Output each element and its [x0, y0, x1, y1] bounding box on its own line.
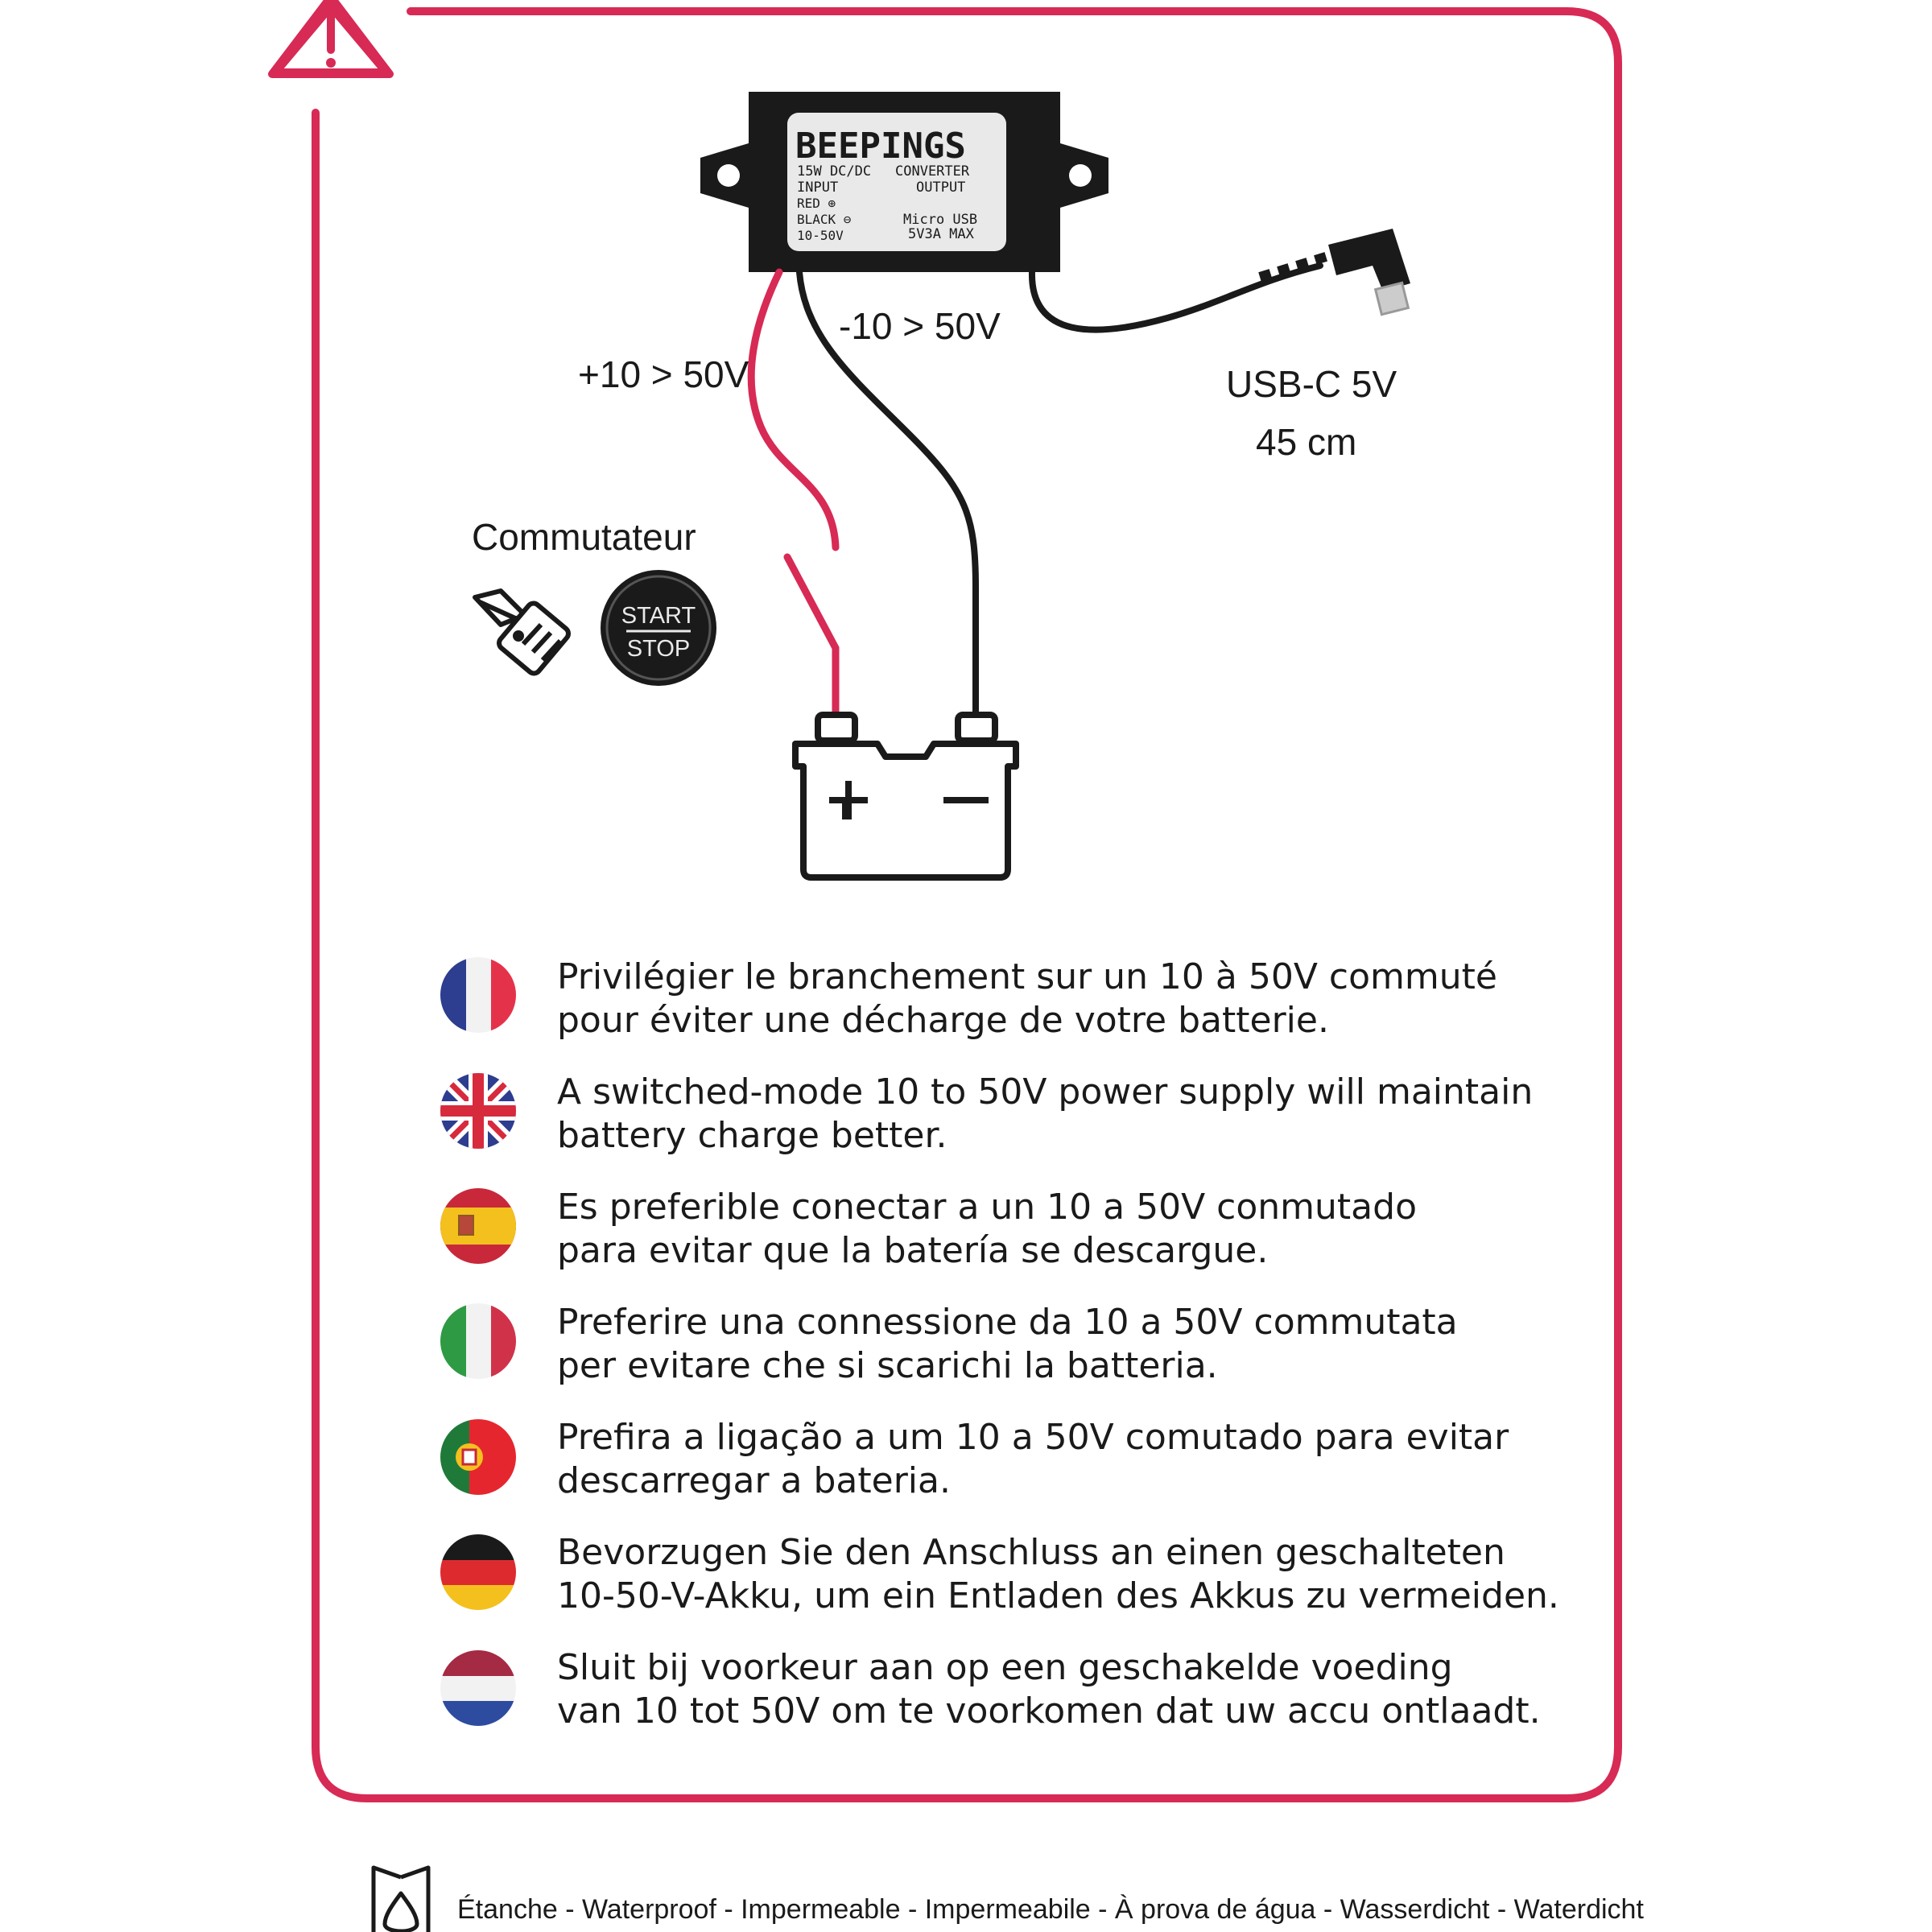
battery-icon — [795, 715, 1016, 877]
output-rating-label: 5V3A MAX — [908, 226, 974, 242]
france-flag-icon — [440, 957, 516, 1033]
spec-power: 15W DC/DC — [797, 163, 872, 180]
key-icon — [475, 591, 571, 676]
portugal-flag-icon — [440, 1419, 516, 1495]
usb-connector-icon — [1260, 229, 1410, 315]
uk-flag-icon — [440, 1073, 516, 1149]
usb-length-label: 45 cm — [1256, 421, 1357, 463]
message-line: Es preferible conectar a un 10 a 50V conmutado — [557, 1187, 1417, 1228]
message-line: per evitare che si scarichi la batteria. — [557, 1345, 1218, 1386]
message-de — [557, 1531, 1559, 1618]
start-label: START — [621, 603, 696, 629]
message-en — [557, 1071, 1533, 1158]
positive-voltage-label: +10 > 50V — [578, 353, 749, 395]
negative-voltage-label: -10 > 50V — [839, 305, 1001, 347]
waterproof-footer: Étanche - Waterproof - Impermeable - Impermeabile - À prova de água - Wasserdicht - Waterdicht — [457, 1894, 1644, 1925]
black-wire-label: BLACK ⊖ — [797, 212, 852, 227]
message-line: pour éviter une décharge de votre batterie. — [557, 1000, 1329, 1041]
message-line: van 10 tot 50V om te voorkomen dat uw accu ontlaadt. — [557, 1690, 1541, 1732]
message-line: para evitar que la batería se descargue. — [557, 1230, 1269, 1271]
message-line: 10-50-V-Akku, um ein Entladen des Akkus zu vermeiden. — [557, 1575, 1559, 1616]
red-wire-label: RED ⊕ — [797, 196, 836, 211]
waterproof-shield-icon — [374, 1868, 428, 1932]
message-line: A switched-mode 10 to 50V power supply will maintain — [557, 1071, 1534, 1113]
output-type-label: Micro USB — [903, 212, 978, 228]
spain-flag-icon — [440, 1188, 516, 1264]
message-pt — [557, 1416, 1509, 1503]
output-label: OUTPUT — [916, 180, 966, 196]
warning-icon — [272, 0, 390, 74]
converter-box — [700, 92, 1108, 272]
usb-type-label: USB-C 5V — [1226, 363, 1397, 405]
stop-label: STOP — [626, 636, 691, 662]
message-line: Privilégier le branchement sur un 10 à 50V commuté — [557, 956, 1497, 997]
warning-frame — [316, 11, 1618, 1798]
message-nl — [557, 1646, 1541, 1733]
germany-flag-icon — [440, 1534, 516, 1611]
start-stop-button-icon — [601, 570, 716, 686]
message-line: Prefira a ligação a um 10 a 50V comutado para evitar — [557, 1417, 1509, 1458]
input-range-label: 10-50V — [797, 228, 844, 243]
message-line: Sluit bij voorkeur aan op een geschakelde voeding — [557, 1647, 1453, 1688]
switch-label: Commutateur — [472, 516, 696, 558]
italy-flag-icon — [440, 1303, 516, 1379]
message-it — [557, 1301, 1458, 1388]
input-label: INPUT — [797, 180, 839, 196]
message-fr — [557, 956, 1497, 1042]
message-line: Bevorzugen Sie den Anschluss an einen geschalteten — [557, 1532, 1505, 1573]
positive-wire — [751, 272, 836, 547]
brand-name: BEEPINGS — [795, 126, 966, 167]
positive-wire-lower — [787, 557, 836, 712]
usb-cable — [1032, 266, 1320, 330]
message-line: descarregar a bateria. — [557, 1460, 951, 1501]
message-line: Preferire una connessione da 10 a 50V commutata — [557, 1302, 1458, 1343]
spec-converter: CONVERTER — [895, 163, 970, 180]
netherlands-flag-icon — [440, 1650, 516, 1727]
message-es — [557, 1186, 1417, 1273]
message-line: battery charge better. — [557, 1115, 947, 1156]
